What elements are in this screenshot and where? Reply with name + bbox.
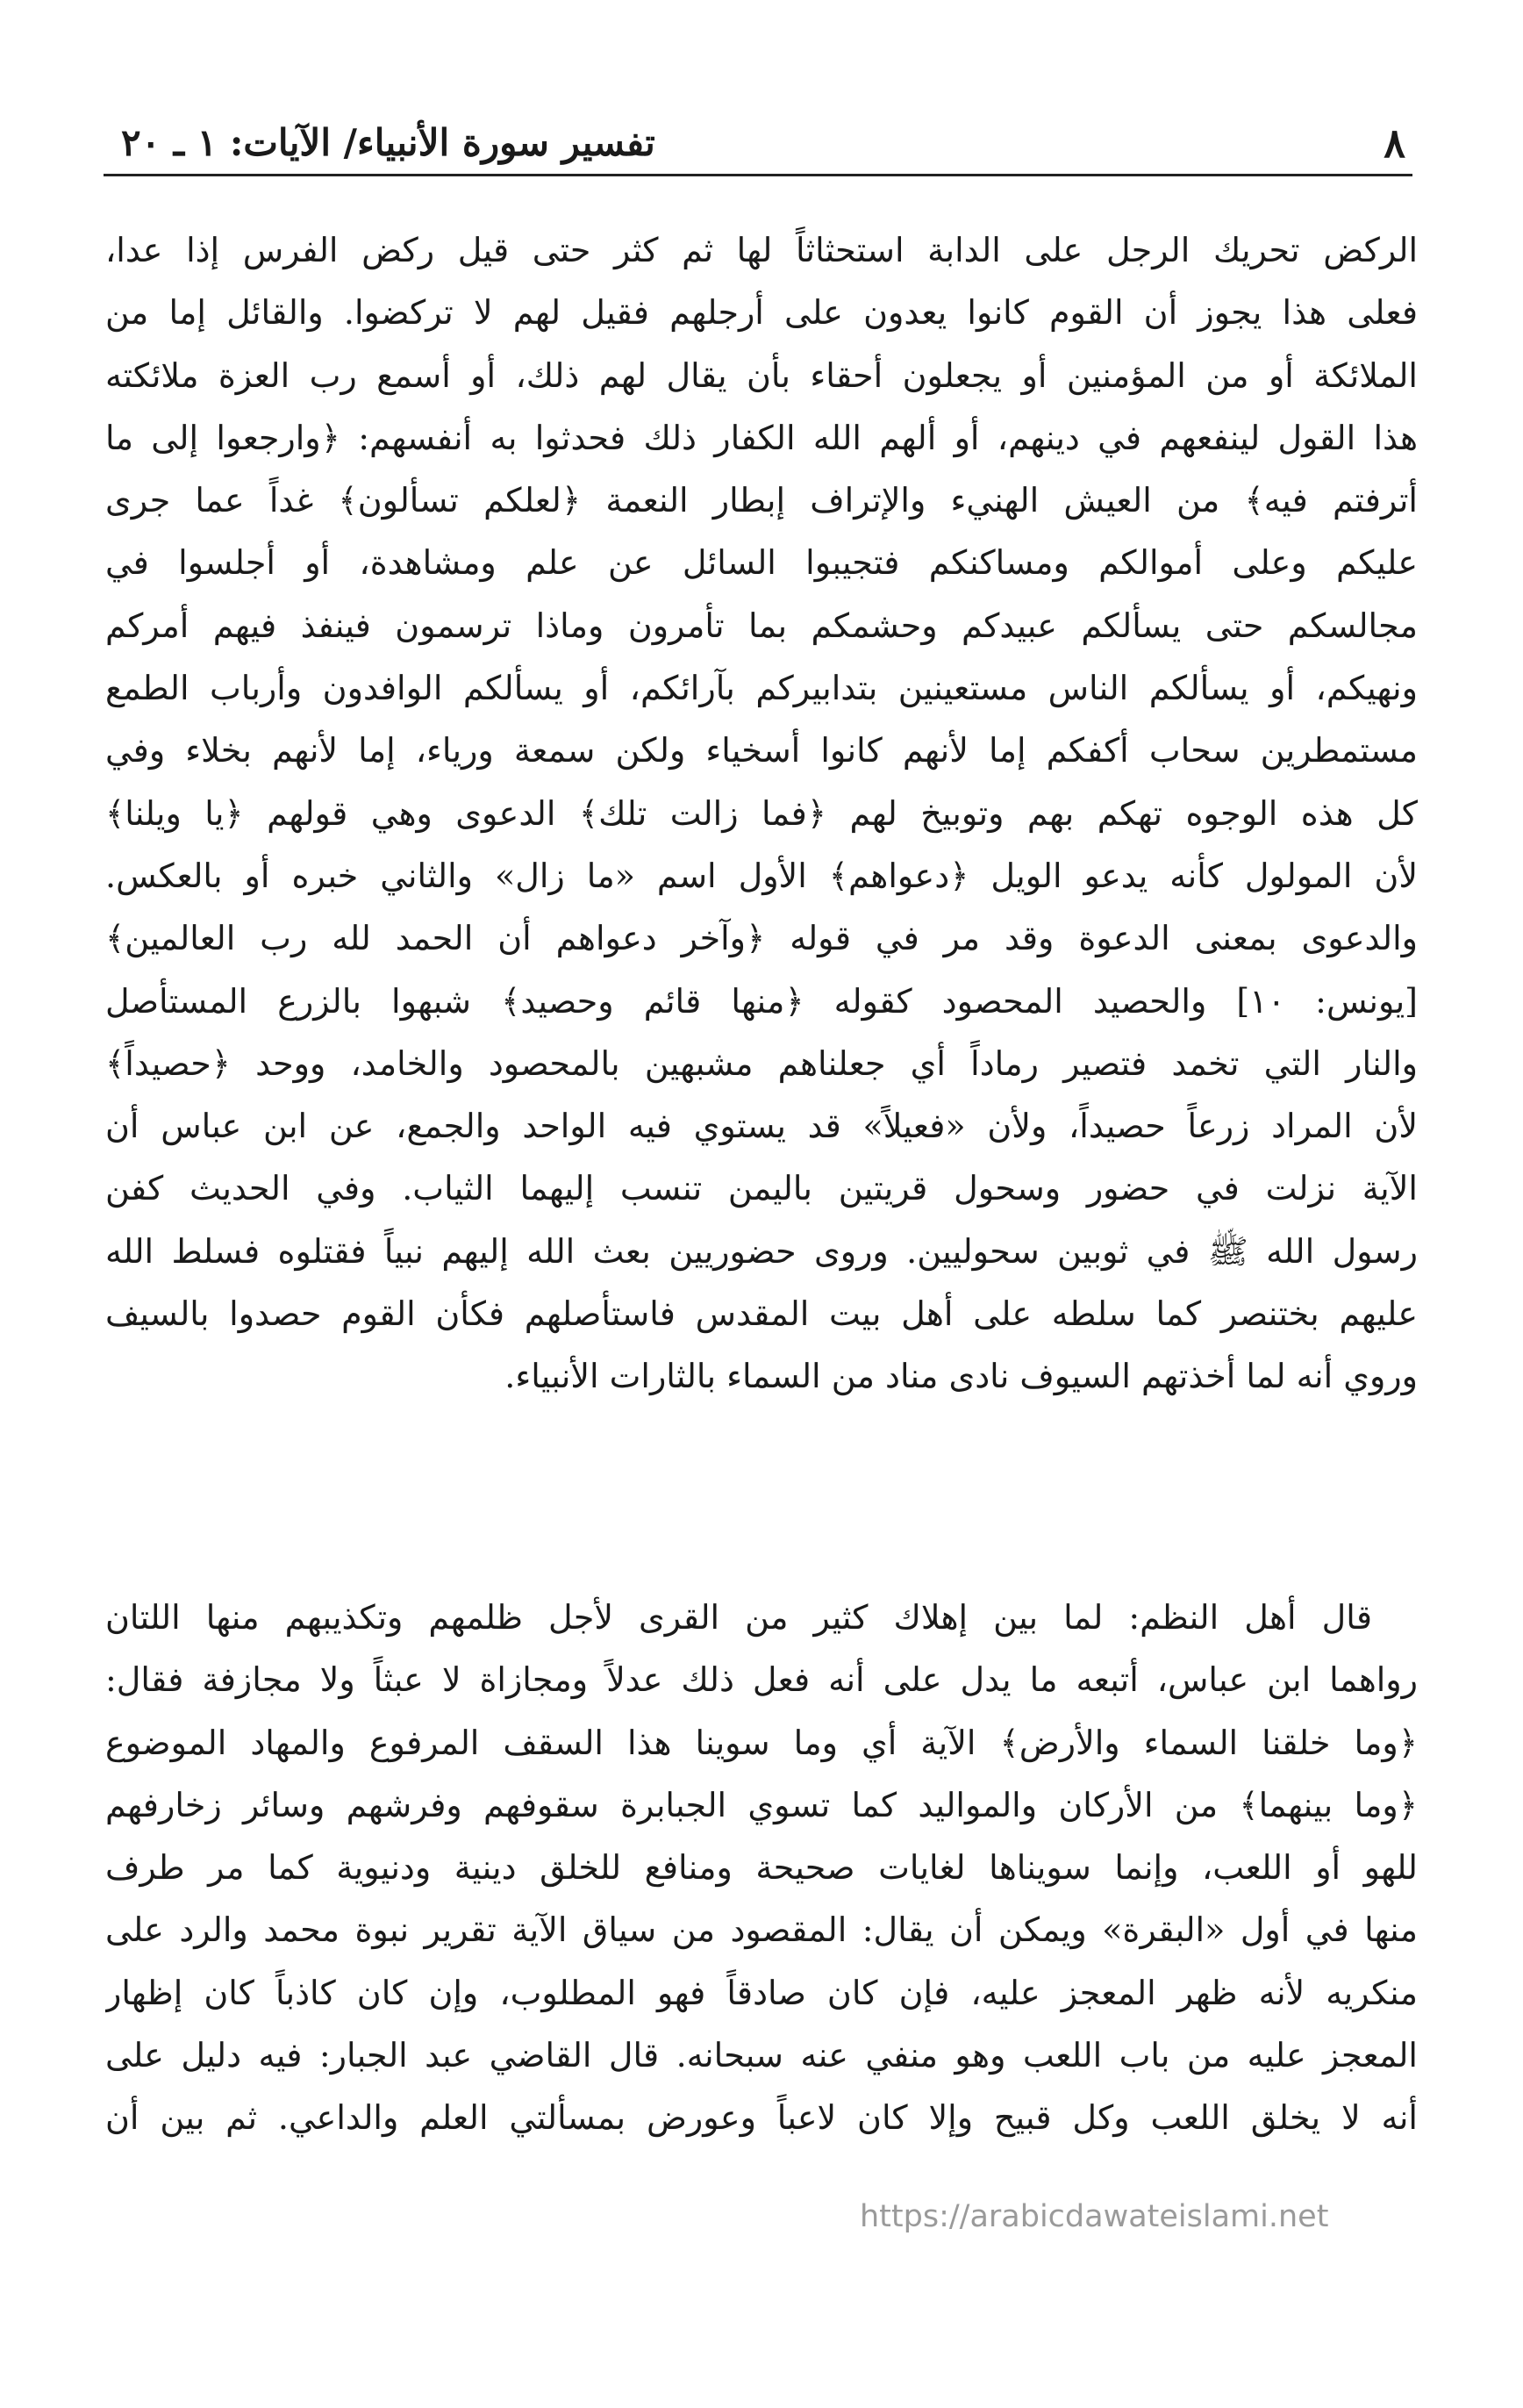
commentary-paragraph-1 <box>105 219 1418 1408</box>
text-line: الركض تحريك الرجل على الدابة استحثاثاً لها ثم كثر حتى قيل ركض الفرس إذا عدا، <box>105 231 1418 269</box>
text-line: للهو أو اللعب، وإنما سويناها لغايات صحيحة ومنافع للخلق دينية ودنيوية كما مر طرف <box>105 1848 1418 1888</box>
text-line: رواهما ابن عباس، أتبعه ما يدل على أنه فعل ذلك عدلاً ومجازاة لا عبثاً ولا مجازفة فقال: <box>105 1660 1418 1700</box>
text-line: رسول الله ﷺ في ثوبين سحوليين. وروى حضوريين بعث الله إليهم نبياً فقتلوه فسلط الله <box>105 1231 1418 1271</box>
page-number: ٨ <box>1384 119 1405 167</box>
commentary-paragraph-2 <box>105 1587 1418 2150</box>
text-line: مجالسكم حتى يسألكم عبيدكم وحشمكم بما تأمرون وماذا ترسمون فينفذ فيهم أمركم <box>105 606 1418 645</box>
running-title: تفسير سورة الأنبياء/ الآيات: ١ ـ ٢٠ <box>121 121 655 164</box>
text-line: الآية نزلت في حضور وسحول قريتين باليمن تنسب إليهما الثياب. وفي الحديث كفن <box>105 1169 1418 1208</box>
text-line: منها في أول «البقرة» ويمكن أن يقال: المقصود من سياق الآية تقرير نبوة محمد والرد على <box>105 1910 1418 1950</box>
text-line: عليهم بختنصر كما سلطه على أهل بيت المقدس فاستأصلهم فكأن القوم حصدوا بالسيف <box>105 1294 1418 1334</box>
text-line: ونهيكم، أو يسألكم الناس مستعينين بتدابيركم بآرائكم، أو يسألكم الوافدون وأرباب الطمع <box>105 669 1418 708</box>
text-line: عليكم وعلى أموالكم ومساكنكم فتجيبوا السائل عن علم ومشاهدة، أو أجلسوا في <box>105 543 1418 583</box>
text-line: لأن المراد زرعاً حصيداً، ولأن «فعيلاً» قد يستوي فيه الواحد والجمع، عن ابن عباس أن <box>105 1107 1418 1146</box>
text-line: المعجز عليه من باب اللعب وهو منفي عنه سبحانه. قال القاضي عبد الجبار: فيه دليل على <box>105 2036 1418 2075</box>
text-line: الملائكة أو من المؤمنين أو يجعلون أحقاء بأن يقال لهم ذلك، أو أسمع رب العزة ملائكته <box>105 355 1418 395</box>
text-line: فعلى هذا يجوز أن القوم كانوا يعدون على أرجلهم فقيل لهم لا تركضوا. والقائل إما من <box>105 293 1418 333</box>
text-line: أنه لا يخلق اللعب وكل قبيح وإلا كان لاعباً وعورض بمسألتي العلم والداعي. ثم بين أن <box>105 2098 1418 2138</box>
text-line: ﴿وما خلقنا السماء والأرض﴾ الآية أي وما سوينا هذا السقف المرفوع والمهاد الموضوع <box>105 1723 1418 1762</box>
watermark-url: https://arabicdawateislami.net <box>860 2199 1329 2234</box>
text-line: لأن المولول كأنه يدعو الويل ﴿دعواهم﴾ الأول اسم «ما زال» والثاني خبره أو بالعكس. <box>105 856 1418 895</box>
text-line: والدعوى بمعنى الدعوة وقد مر في قوله ﴿وآخر دعواهم أن الحمد لله رب العالمين﴾ <box>105 919 1418 958</box>
text-line: هذا القول لينفعهم في دينهم، أو ألهم الله الكفار ذلك فحدثوا به أنفسهم: ﴿وارجعوا إلى ما <box>105 418 1418 457</box>
text-line: أترفتم فيه﴾ من العيش الهنيء والإتراف إبطار النعمة ﴿لعلكم تسألون﴾ غداً عما جرى <box>105 481 1418 520</box>
running-header <box>104 112 1412 176</box>
text-line: منكريه لأنه ظهر المعجز عليه، فإن كان صادقاً فهو المطلوب، وإن كان كاذباً كان إظهار <box>105 1973 1418 2012</box>
text-line: مستمطرين سحاب أكفكم إما لأنهم كانوا أسخياء ولكن سمعة ورياء، إما لأنهم بخلاء وفي <box>105 731 1418 770</box>
text-line: كل هذه الوجوه تهكم بهم وتوبيخ لهم ﴿فما زالت تلك﴾ الدعوى وهي قولهم ﴿يا ويلنا﴾ <box>105 793 1418 833</box>
text-line: قال أهل النظم: لما بين إهلاك كثير من القرى لأجل ظلمهم وتكذيبهم منها اللتان <box>105 1598 1372 1637</box>
text-line: وروي أنه لما أخذتهم السيوف نادى مناد من السماء بالثارات الأنبياء. <box>504 1357 1418 1396</box>
text-line: ﴿وما بينهما﴾ من الأركان والمواليد كما تسوي الجبابرة سقوفهم وفرشهم وسائر زخارفهم <box>105 1785 1418 1824</box>
text-line: والنار التي تخمد فتصير رماداً أي جعلناهم مشبهين بالمحصود والخامد، ووحد ﴿حصيداً﴾ <box>105 1043 1418 1083</box>
text-line: [يونس: ١٠] والحصيد المحصود كقوله ﴿منها قائم وحصيد﴾ شبهوا بالزرع المستأصل <box>105 981 1418 1021</box>
